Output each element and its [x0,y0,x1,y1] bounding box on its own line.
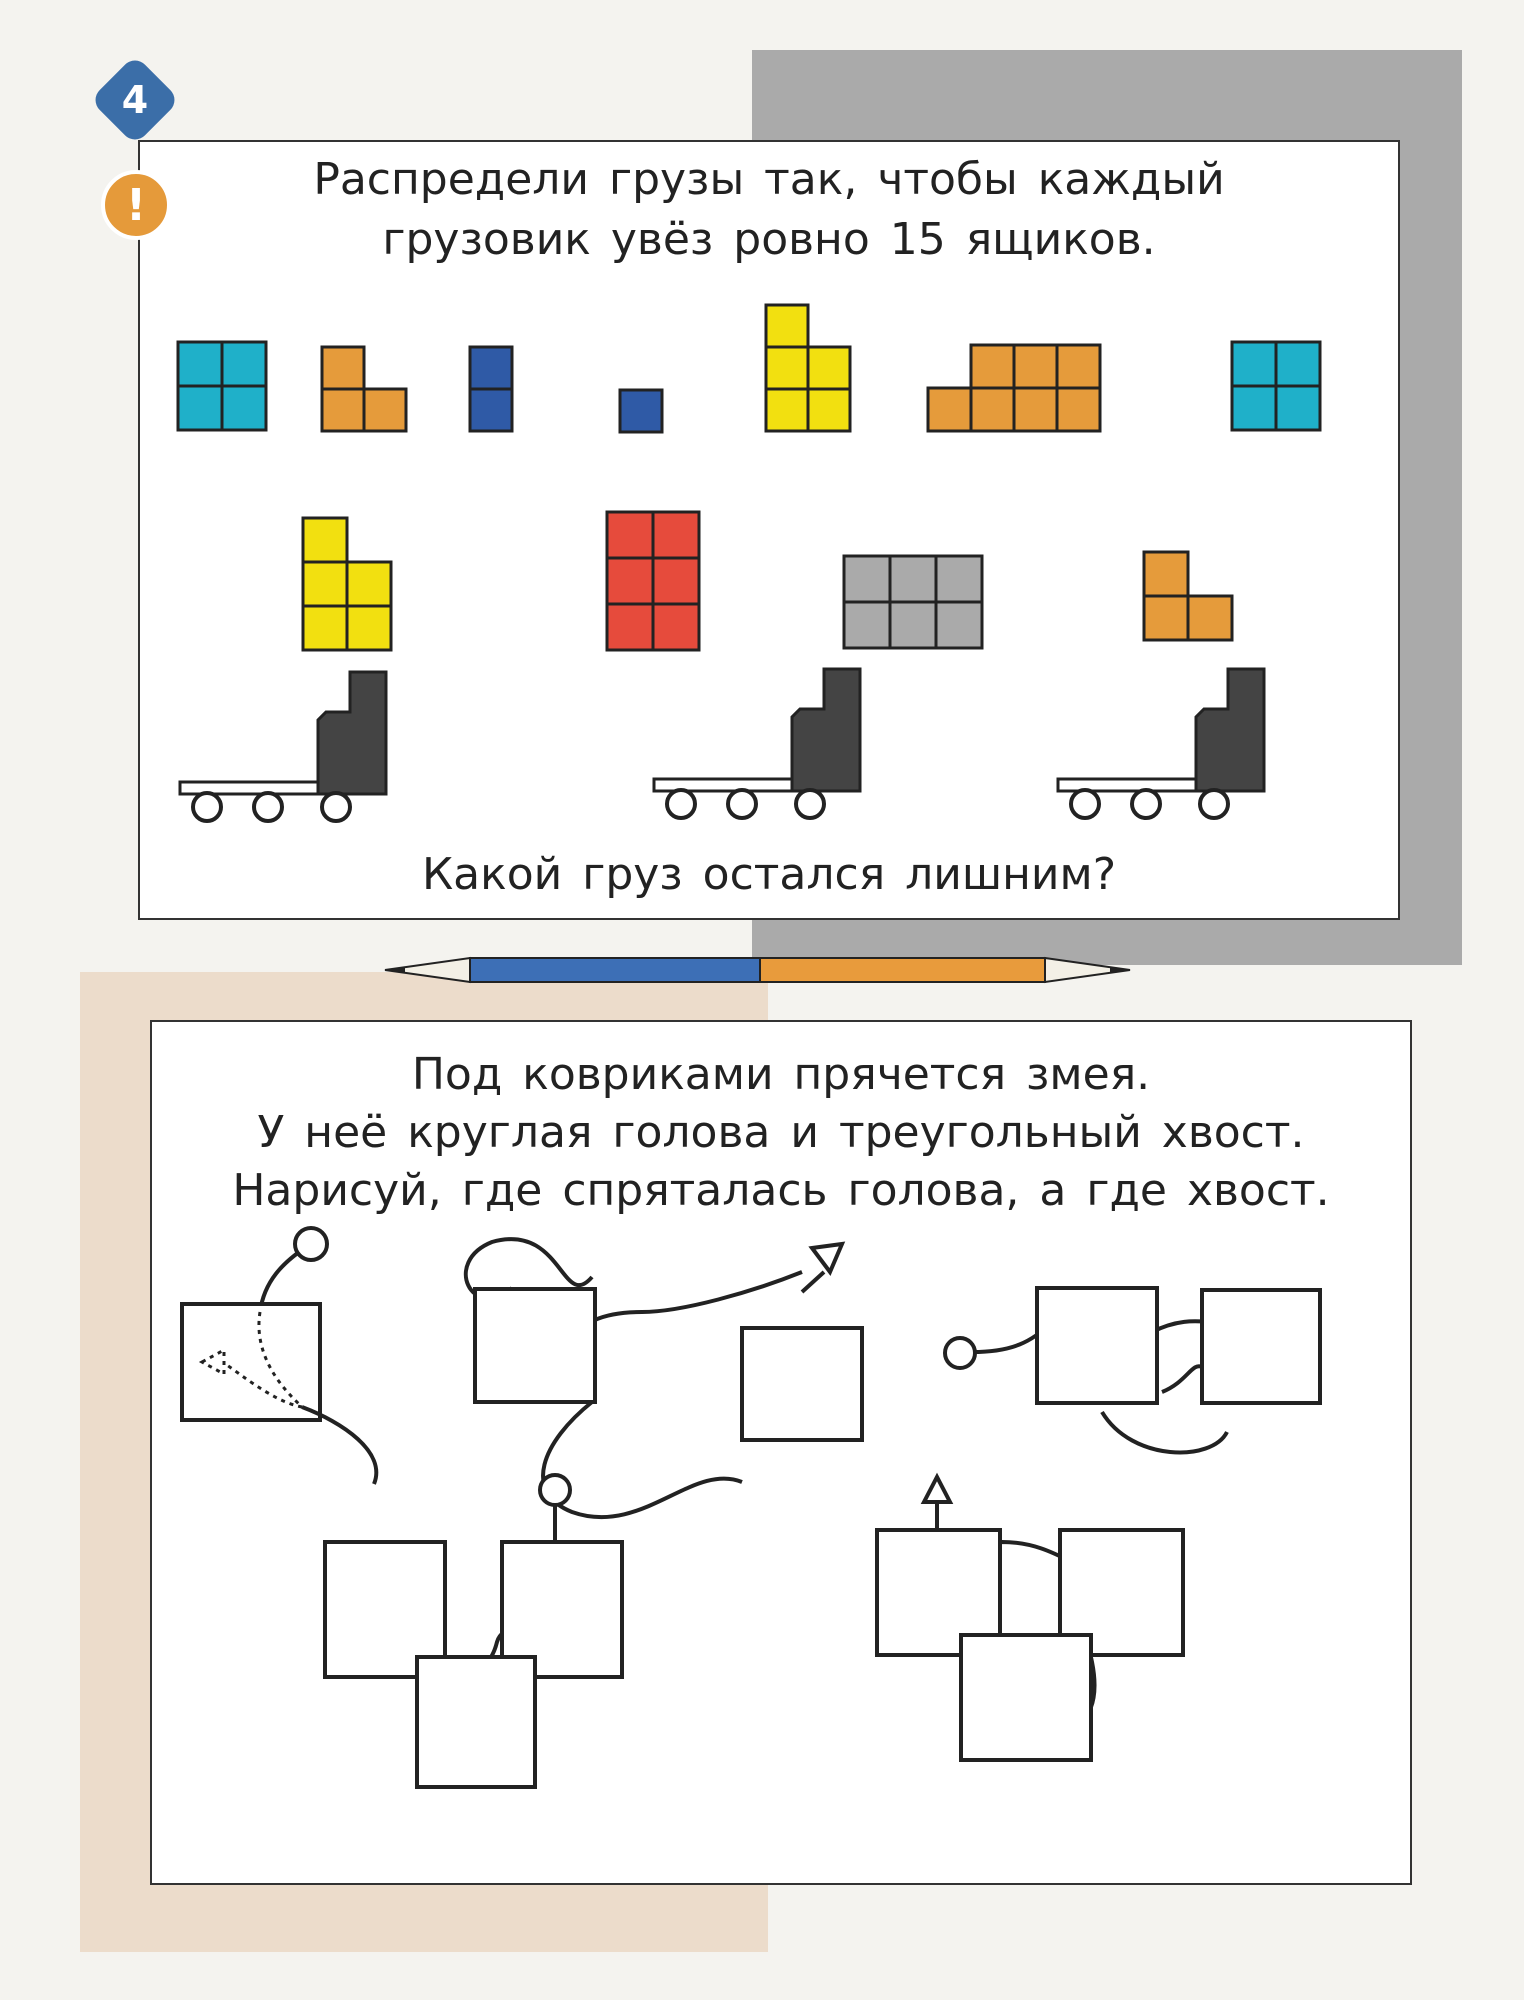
snake-puzzle-2 [466,1239,862,1517]
cargo-illustration [140,142,1402,922]
snake-line1: Под ковриками прячется змея. [411,1049,1151,1100]
cargo-yellow-tall [766,305,850,431]
cargo-gray-block [844,556,982,648]
snake-puzzle-3 [945,1288,1320,1452]
cargo-instruction-line2: грузовик увёз ровно 15 ящиков. [382,214,1156,265]
snake-puzzle-4 [325,1475,622,1787]
cargo-blue-single [620,390,662,432]
cargo-orange-l-small [322,347,406,431]
cargo-instruction-line1: Распредели грузы так, чтобы каждый [313,154,1225,205]
snake-puzzle-5 [877,1477,1183,1760]
snake-puzzles [152,1022,1414,1887]
snake-line3: Нарисуй, где спряталась голова, а где хвост. [232,1165,1330,1216]
task-number: 4 [121,78,149,122]
cargo-blue-pair [470,347,512,431]
snake-line2: У неё круглая голова и треугольный хвост. [257,1107,1305,1158]
cargo-orange-l-small-2 [1144,552,1232,640]
truck-3 [1058,669,1264,818]
cargo-red-block [607,512,699,650]
snake-example [182,1228,376,1484]
snake-task-card [150,1020,1412,1885]
attention-badge: ! [101,170,171,240]
cargo-task-card [138,140,1400,920]
cargo-cyan-square-2 [1232,342,1320,430]
cargo-question: Какой груз остался лишним? [421,849,1117,900]
truck-1 [180,672,386,821]
task-number-badge [90,55,181,146]
cargo-cyan-square-1 [178,342,266,430]
truck-2 [654,669,860,818]
cargo-yellow-l [303,518,391,650]
cargo-orange-wide [928,345,1100,431]
